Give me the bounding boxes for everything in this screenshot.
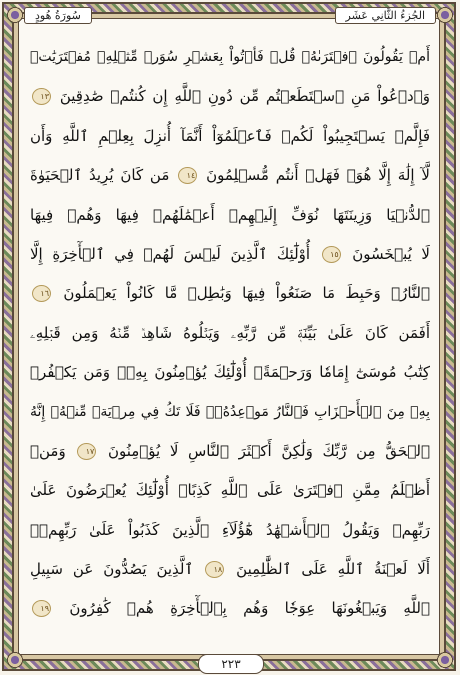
verse-line bbox=[30, 156, 430, 195]
verse-line bbox=[30, 550, 430, 589]
verse-line bbox=[30, 235, 430, 274]
verse-text: وَٱدۡعُواْ مَنِ ٱسۡتَطَعۡتُم مِّن دُونِ ٱللَّهِ إِن كُنتُمۡ صَٰدِقِينَ bbox=[59, 87, 430, 106]
ayah-number-marker: ١٣ bbox=[32, 88, 51, 105]
page-header bbox=[24, 4, 436, 26]
verse-text: بِهِۦ مِنَ ٱلۡأَحۡزَابِ فَٱلنَّارُ مَوۡعِدُهُۥۚ فَلَا تَكُ فِي مِرۡيَةٖ مِّنۡهُۚ إِنَّهُ bbox=[30, 403, 430, 420]
verse-text: لَّآ إِلَٰهَ إِلَّا هُوَۖ فَهَلۡ أَنتُم مُّسۡلِمُونَ bbox=[206, 166, 430, 185]
page-number: ٢٢٣ bbox=[198, 654, 264, 674]
corner-ornament-icon bbox=[6, 6, 24, 24]
verse-text: لَا يُبۡخَسُونَ bbox=[352, 244, 430, 263]
verse-line bbox=[30, 38, 430, 77]
verse-text: رَبِّهِمۡ وَيَقُولُ ٱلۡأَشۡهَٰدُ هَٰٓؤُلَآءِ ٱلَّذِينَ كَذَبُواْ عَلَىٰ رَبِّهِمۡۚ bbox=[30, 520, 430, 539]
verse-text: أَمۡ يَقُولُونَ ٱفۡتَرَىٰهُۖ قُلۡ فَأۡتُواْ بِعَشۡرِ سُوَرٖ مِّثۡلِهِۦ مُفۡتَرَيَٰتٖ bbox=[30, 49, 430, 65]
quran-text bbox=[30, 38, 430, 630]
verse-text: أَظۡلَمُ مِمَّنِ ٱفۡتَرَىٰ عَلَى ٱللَّهِ كَذِبًاۚ أُوْلَٰٓئِكَ يُعۡرَضُونَ عَلَىٰ bbox=[30, 481, 430, 500]
juz-name: الجُزءُ الثَّانِي عَشَر bbox=[335, 7, 437, 24]
verse-line bbox=[30, 117, 430, 156]
verse-line bbox=[30, 274, 430, 313]
verse-text: ٱلنَّارُۖ وَحَبِطَ مَا صَنَعُواْ فِيهَا وَبَٰطِلٞ مَّا كَانُواْ يَعۡمَلُونَ bbox=[63, 284, 430, 303]
ayah-number-marker: ١٨ bbox=[205, 561, 224, 578]
verse-text-continued: ٱلَّذِينَ يَصُدُّونَ عَن سَبِيلِ bbox=[30, 560, 194, 579]
verse-line bbox=[30, 471, 430, 510]
verse-text-continued: أُوْلَٰٓئِكَ ٱلَّذِينَ لَيۡسَ لَهُمۡ فِي ٱلۡأٓخِرَةِ إِلَّا bbox=[30, 244, 311, 263]
corner-ornament-icon bbox=[6, 651, 24, 669]
surah-name: سُورَةُ هُودٍ bbox=[24, 7, 92, 24]
corner-ornament-icon bbox=[436, 6, 454, 24]
verse-text: ٱللَّهِ وَيَبۡغُونَهَا عِوَجٗا وَهُم بِٱلۡأٓخِرَةِ هُمۡ كَٰفِرُونَ bbox=[69, 599, 430, 618]
ayah-number-marker: ١٦ bbox=[32, 285, 51, 302]
verse-text: ٱلۡحَقُّ مِن رَّبِّكَ وَلَٰكِنَّ أَكۡثَرَ ٱلنَّاسِ لَا يُؤۡمِنُونَ bbox=[107, 441, 430, 460]
verse-line bbox=[30, 511, 430, 550]
verse-line bbox=[30, 196, 430, 235]
ayah-number-marker: ١٥ bbox=[322, 246, 341, 263]
verse-text: كِتَٰبُ مُوسَىٰٓ إِمَامٗا وَرَحۡمَةًۚ أُوْلَٰٓئِكَ يُؤۡمِنُونَ بِهِۦۚ وَمَن يَكۡفُرۡ bbox=[30, 363, 430, 382]
verse-text-continued: وَمَنۡ bbox=[30, 441, 66, 460]
ayah-number-marker: ١٩ bbox=[32, 600, 51, 617]
verse-text: فَإِلَّمۡ يَسۡتَجِيبُواْ لَكُمۡ فَٱعۡلَمُوٓاْ أَنَّمَآ أُنزِلَ بِعِلۡمِ ٱللَّهِ وَأَن bbox=[30, 126, 430, 145]
ayah-number-marker: ١٧ bbox=[77, 443, 96, 460]
verse-text: أَلَا لَعۡنَةُ ٱللَّهِ عَلَى ٱلظَّٰلِمِينَ bbox=[236, 560, 430, 579]
verse-line bbox=[30, 353, 430, 392]
verse-line bbox=[30, 432, 430, 471]
verse-text-continued: مَن كَانَ يُرِيدُ ٱلۡحَيَوٰةَ bbox=[30, 166, 170, 185]
corner-ornament-icon bbox=[436, 651, 454, 669]
verse-line bbox=[30, 77, 430, 116]
verse-line bbox=[30, 314, 430, 353]
verse-text: أَفَمَن كَانَ عَلَىٰ بَيِّنَةٖ مِّن رَّبِّهِۦ وَيَتۡلُوهُ شَاهِدٞ مِّنۡهُ وَمِن قَبۡلِهِۦ bbox=[30, 323, 430, 342]
ayah-number-marker: ١٤ bbox=[178, 167, 197, 184]
verse-line bbox=[30, 589, 430, 628]
verse-text: ٱلدُّنۡيَا وَزِينَتَهَا نُوَفِّ إِلَيۡهِمۡ أَعۡمَٰلَهُمۡ فِيهَا وَهُمۡ فِيهَا bbox=[30, 205, 430, 224]
verse-line bbox=[30, 393, 430, 432]
